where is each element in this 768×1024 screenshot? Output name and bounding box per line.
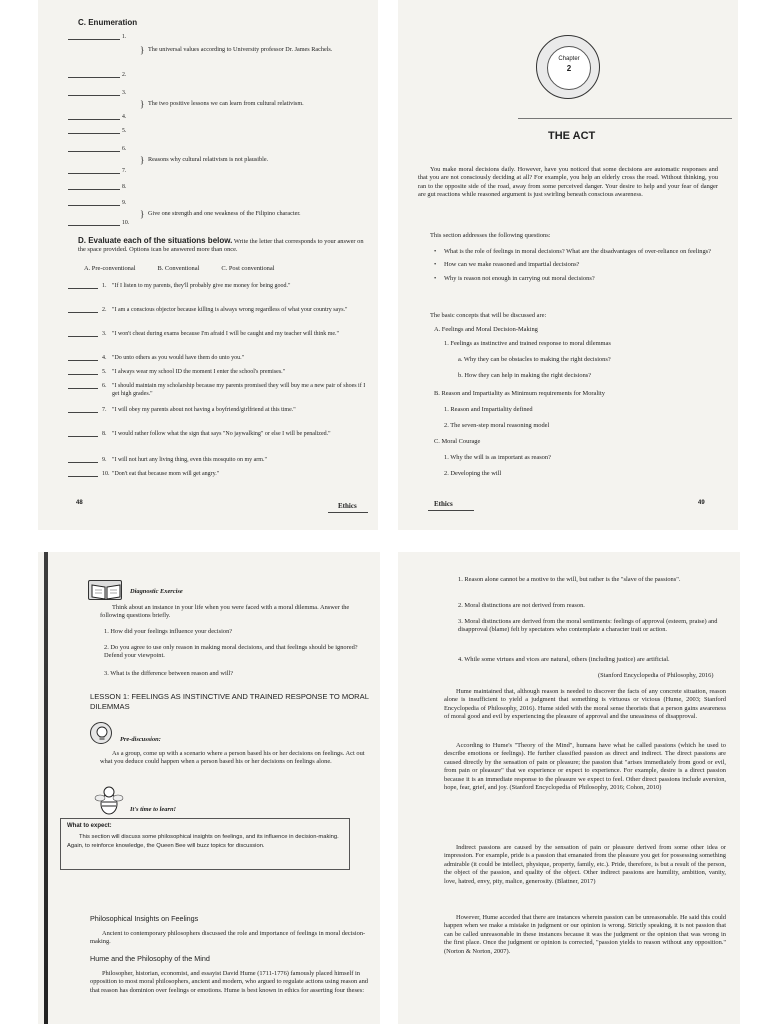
evaluation-answer-line[interactable] — [68, 282, 98, 289]
pre-discussion-text: As a group, come up with a scenario where a person based his or her decisions on feelings. Act out what you deduce could happen when a person based his or her decisions on feelings alone. — [100, 750, 365, 766]
evaluation-statement: "I will obey my parents about not having a boyfriend/girlfriend at this time." — [112, 407, 296, 413]
enum-prompt-3: } Reasons why cultural relativism is not plausible. — [148, 156, 358, 164]
enum-prompt-1: } The universal values according to University professor Dr. James Rachels. — [148, 46, 358, 54]
thesis-4: 4. While some virtues and vices are natural, others (including justice) are artificial. — [458, 656, 670, 663]
evaluation-item — [68, 354, 368, 362]
enum-answer-line[interactable] — [68, 225, 120, 226]
chapter-number: 2 — [566, 64, 572, 73]
lightbulb-icon — [90, 722, 112, 744]
chapter-title: THE ACT — [548, 130, 596, 142]
concept-a1: 1. Feelings as instinctive and trained response to moral dilemmas — [444, 340, 611, 347]
evaluation-answer-line[interactable] — [68, 354, 98, 361]
philosophical-insights-heading: Philosophical Insights on Feelings — [90, 914, 199, 923]
evaluation-number: 7. — [102, 407, 107, 413]
footer-rule — [428, 510, 474, 511]
question-item: • What is the role of feelings in moral decisions? What are the disadvantages of over-reliance on feelings? — [432, 248, 717, 256]
section-d-rest: Write the letter that corresponds to your answer on the space provided. Options ican be answered more than once. — [78, 238, 364, 254]
hume-paragraph-4: However, Hume acceded that there are instances wherein passion can be unreasonable. He said this could happen when we make a mistake in judgment or our opinion is wrong. Strictly speaking, it is not passion that can be called unreasonable in these instances because it was the judgment or the opinion that was wrong in the first place. Once the judgment or opinion is corrected, "passion yields to reason without any opposition." (Norton & Norton, 2007). — [444, 914, 726, 955]
evaluation-answer-line[interactable] — [68, 382, 98, 389]
section-d-instructions — [78, 237, 368, 255]
queen-bee-icon — [94, 784, 124, 816]
evaluation-statement: "Do unto others as you would have them do unto you." — [112, 355, 245, 361]
time-to-learn-title: It's time to learn! — [130, 806, 176, 813]
enum-answer-line[interactable] — [68, 189, 120, 190]
concepts-intro: The basic concepts that will be discussed are: — [430, 312, 547, 319]
enum-number: 9. — [122, 200, 127, 206]
hume-heading: Hume and the Philosophy of the Mind — [90, 954, 210, 963]
enum-number: 7. — [122, 168, 127, 174]
question-item: • How can we make reasoned and impartial decisions? — [432, 261, 717, 269]
enum-answer-row — [68, 90, 126, 100]
enum-number: 2. — [122, 72, 127, 78]
thesis-1: 1. Reason alone cannot be a motive to the will, but rather is the "slave of the passions". — [458, 576, 681, 583]
evaluation-statement: "I should maintain my scholarship because my parents promised they will buy me a new pair of shoes if I get high grades." — [112, 383, 366, 397]
evaluation-statement: "I won't cheat during exams because I'm afraid I will be caught and my teacher will think me." — [112, 331, 339, 337]
evaluation-item — [68, 306, 368, 314]
evaluation-number: 8. — [102, 431, 107, 437]
evaluation-item — [68, 282, 368, 290]
evaluation-number: 4. — [102, 355, 107, 361]
concept-b2: 2. The seven-step moral reasoning model — [444, 422, 550, 429]
chapter-badge — [536, 35, 600, 99]
pre-discussion-title: Pre-discussion: — [120, 736, 161, 743]
enum-number: 4. — [122, 114, 127, 120]
enum-answer-line[interactable] — [68, 173, 120, 174]
enum-number: 10. — [122, 220, 130, 226]
concept-a: A. Feelings and Moral Decision-Making — [434, 326, 538, 333]
evaluation-answer-line[interactable] — [68, 456, 98, 463]
footer-rule — [328, 512, 368, 513]
evaluation-answer-line[interactable] — [68, 306, 98, 313]
enum-answer-line[interactable] — [68, 39, 120, 40]
diagnostic-q1: 1. How did your feelings influence your decision? — [104, 628, 233, 635]
enum-answer-row — [68, 128, 126, 138]
page-51 — [398, 552, 740, 1024]
concept-c: C. Moral Courage — [434, 438, 481, 445]
evaluation-statement: "I would rather follow what the sign that says "No jaywalking" or else I will be penalized." — [112, 431, 331, 437]
enum-number: 3. — [122, 90, 127, 96]
hume-paragraph-1: Hume maintained that, although reason is needed to discover the facts of any concrete situation, reason alone is insufficient to yield a judgment that something is virtuous or vicious (Hume, 2003; Stanford Encyclopedia of Philosophy, 2016). Hume sided with the moral sense theorists that a person gains awareness of moral good and evil by experiencing the pleasure of approval and the uneasiness of disapproval. — [444, 688, 726, 721]
page-49 — [398, 0, 738, 530]
enum-answer-line[interactable] — [68, 119, 120, 120]
footer-ethics: Ethics — [434, 500, 453, 508]
enum-answer-line[interactable] — [68, 77, 120, 78]
enum-number: 5. — [122, 128, 127, 134]
enum-answer-row — [68, 72, 126, 82]
page-48 — [38, 0, 378, 530]
chapter-badge-inner — [547, 46, 591, 90]
thesis-citation: (Stanford Encyclopedia of Philosophy, 2016) — [598, 672, 714, 679]
evaluation-number: 1. — [102, 283, 107, 289]
open-book-icon — [88, 580, 122, 600]
enum-answer-line[interactable] — [68, 95, 120, 96]
evaluation-answer-line[interactable] — [68, 368, 98, 375]
chapter-label: Chapter — [558, 56, 580, 62]
evaluation-number: 9. — [102, 457, 107, 463]
diagnostic-title: Diagnostic Exercise — [130, 588, 183, 595]
enum-number: 8. — [122, 184, 127, 190]
enum-prompt-2: } The two positive lessons we can learn from cultural relativism. — [148, 100, 358, 108]
concept-c2: 2. Developing the will — [444, 470, 502, 477]
enum-answer-line[interactable] — [68, 133, 120, 134]
evaluation-number: 5. — [102, 369, 107, 375]
evaluation-number: 2. — [102, 307, 107, 313]
thesis-2: 2. Moral distinctions are not derived from reason. — [458, 602, 585, 609]
evaluation-item — [68, 330, 368, 338]
evaluation-item — [68, 406, 368, 414]
evaluation-statement: "I always wear my school ID the moment I enter the school's premises." — [112, 369, 286, 375]
concept-c1: 1. Why the will is as important as reason? — [444, 454, 551, 461]
evaluation-answer-line[interactable] — [68, 406, 98, 413]
diagnostic-q2: 2. Do you agree to use only reason in making moral decisions, and that feelings should be ignored? Defend your viewpoint. — [104, 644, 358, 660]
evaluation-item — [68, 430, 368, 438]
evaluation-number: 10. — [102, 471, 110, 477]
what-to-expect-box — [60, 818, 350, 870]
section-d-heading: D. Evaluate each of the situations below. — [78, 236, 233, 245]
enum-answer-row — [68, 220, 129, 230]
lesson-heading: LESSON 1: FEELINGS AS INSTINCTIVE AND TRAINED RESPONSE TO MORAL DILEMMAS — [90, 692, 369, 711]
option-a: A. Pre-conventional — [84, 265, 136, 272]
evaluation-item — [68, 382, 368, 398]
diagnostic-q3: 3. What is the difference between reason and will? — [104, 670, 234, 677]
section-c-heading: C. Enumeration — [78, 18, 138, 27]
evaluation-statement: "Don't eat that because mom will get angry." — [112, 471, 220, 477]
evaluation-answer-line[interactable] — [68, 470, 98, 477]
concept-b1: 1. Reason and Impartiality defined — [444, 406, 533, 413]
evaluation-number: 6. — [102, 383, 107, 389]
thesis-3: 3. Moral distinctions are derived from the moral sentiments: feelings of approval (esteem, praise) and disapproval (blame) felt by spectators who contemplate a character trait or action. — [458, 618, 718, 634]
enum-number: 6. — [122, 146, 127, 152]
page-50 — [38, 552, 380, 1024]
title-rule — [518, 118, 732, 119]
enum-prompt-4: } Give one strength and one weakness of the Filipino character. — [148, 210, 358, 218]
concept-b: B. Reason and Impartiality as Minimum requirements for Morality — [434, 390, 605, 397]
evaluation-item — [68, 456, 368, 464]
enum-answer-line[interactable] — [68, 151, 120, 152]
page-number: 48 — [76, 500, 83, 506]
enum-answer-row — [68, 114, 126, 124]
concept-a1b: b. How they can help in making the right decisions? — [458, 372, 592, 379]
evaluation-item — [68, 470, 368, 478]
evaluation-statement: "I will not hurt any living thing, even this mosquito on my arm." — [112, 457, 267, 463]
evaluation-item — [68, 368, 368, 376]
options-row — [84, 265, 364, 273]
evaluation-number: 3. — [102, 331, 107, 337]
enum-answer-row — [68, 146, 126, 156]
footer-ethics: Ethics — [338, 502, 357, 510]
evaluation-statement: "I am a conscious objector because killing is always wrong regardless of what your country says." — [112, 307, 348, 313]
hume-paragraph-2: According to Hume's "Theory of the Mind", humans have what he called passions (which he used to describe emotions or feelings). He further classified passion as direct and indirect. The direct passions are caused directly by the sensation of pain or pleasure; the passion that "arises immediately from good or evil, from pain or pleasure" that we experience or expect to experience. For example, desire is a direct passion because it is an immediate response to the pleasure we expect to feel. Other direct passions include aversion, hope, fear, grief, and joy. (Stanford Encyclopedia of Philosophy, 2016; Cohon, 2010) — [444, 742, 726, 792]
binding-edge — [44, 552, 48, 1024]
enum-answer-row — [68, 200, 126, 210]
diagnostic-intro: Think about an instance in your life when you were faced with a moral dilemma. Answer the following questions briefly. — [100, 604, 350, 620]
concept-a1a: a. Why they can be obstacles to making the right decisions? — [458, 356, 611, 363]
question-item: • Why is reason not enough in carrying out moral decisions? — [432, 275, 717, 283]
evaluation-statement: "If I listen to my parents, they'll probably give me money for being good." — [112, 283, 291, 289]
enum-answer-row — [68, 168, 126, 178]
questions-intro: This section addresses the following questions: — [430, 232, 551, 239]
hume-paragraph-3: Indirect passions are caused by the sensation of pain or pleasure derived from some other idea or impression. For example, pride is a passion that emanated from the pleasure you get for possessing something admirable (it could be intellect, physique, property, family, etc.). Pride, therefore, is but a result of the person, the object of the passion, and quality of the object. Other indirect passions are humility, ambition, vanity, love, hatred, envy, pity, malice, generosity. (Blattner, 2017) — [444, 844, 726, 885]
philosophical-insights-text: Ancient to contemporary philosophers discussed the role and importance of feelings in moral decision-making. — [90, 930, 366, 946]
chapter-intro: You make moral decisions daily. However, have you noticed that some decisions are automatic responses and that you are not consciously deciding at all? For example, you help an elderly cross the road. Without thinking, you ran to the opposite side of the road, away from some perceived danger. Your desire to help and your fear of danger are gut reactions while reasoned argument is just swirling beneath conscious awareness. — [418, 166, 718, 199]
questions-list — [432, 248, 717, 283]
what-to-expect-title: What to expect: — [67, 823, 112, 829]
what-to-expect-text: This section will discuss some philosophical insights on feelings, and its influence in decision-making. Again, to reinforce knowledge, the Queen Bee will buzz topics for discussion. — [67, 834, 339, 849]
enum-answer-line[interactable] — [68, 205, 120, 206]
option-c: C. Post conventional — [221, 265, 275, 272]
enum-answer-row — [68, 34, 126, 44]
enum-number: 1. — [122, 34, 127, 40]
page-number: 49 — [698, 500, 705, 506]
enum-answer-row — [68, 184, 126, 194]
hume-text: Philosopher, historian, economist, and essayist David Hume (1711-1776) famously placed himself in opposition to most moral philosophers, ancient and modern, who argued to regulate actions using reason and that reason has dominion over feelings or emotions. Hume is best known in ethics for asserting four theses: — [90, 970, 368, 994]
evaluation-answer-line[interactable] — [68, 330, 98, 337]
evaluation-answer-line[interactable] — [68, 430, 98, 437]
option-b: B. Conventional — [157, 265, 200, 272]
